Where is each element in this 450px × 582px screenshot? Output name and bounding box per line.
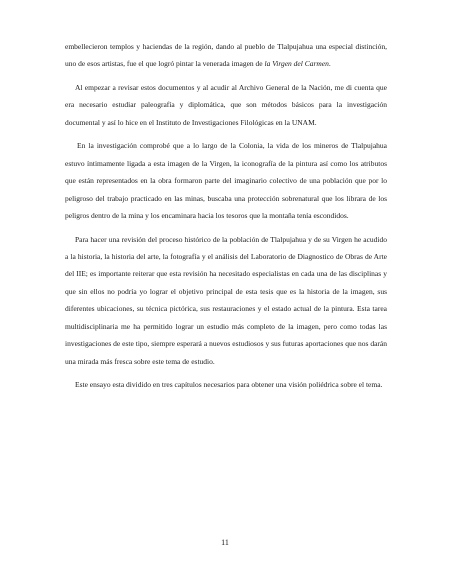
paragraph-1-text: embellecieron templos y haciendas de la región, dando al pueblo de Tlalpujahua una especial distinción, uno de esos artistas, fue el que logró pintar la venerada imagen de bbox=[65, 42, 387, 69]
page-number: 11 bbox=[221, 538, 229, 547]
paragraph-1 bbox=[65, 38, 387, 73]
paragraph-5: Este ensayo esta dividido en tres capítulos necesarios para obtener una visión poliédrica sobre el tema. bbox=[75, 380, 383, 390]
paragraph-1-italic-title: la Virgen del Carmen bbox=[264, 59, 329, 69]
paragraph-4: Para hacer una revisión del proceso histórico de la población de Tlalpujahua y de su Virgen he acudido a la historia, la historia del arte, la fotografía y el análisis del Laboratorio de Diagnostico de Obras de Arte del IIE; es importante reiterar que esta revisión ha necesitado especialistas en cada una de las disciplinas y que sin ellos no podría yo lograr el objetivo principal de esta tesis que es la historia de la imagen, sus diferentes ubicaciones, su técnica pictórica, sus restauraciones y el estado actual de la pintura. Esta tarea multidisciplinaria me ha permitido lograr un estudio más completo de la imagen, pero como todas las investigaciones de este tipo, siempre esperará a nuevos estudiosos y sus futuras aportaciones que nos darán una mirada más fresca sobre este tema de estudio. bbox=[65, 234, 387, 366]
paragraph-2: Al empezar a revisar estos documentos y al acudir al Archivo General de la Nación, me di cuenta que era necesario estudiar paleografía y diplomática, que son métodos básicos para la investigación documental y así lo hice en el Instituto de Investigaciones Filológicas en la UNAM. bbox=[65, 82, 387, 127]
body-text bbox=[65, 38, 387, 400]
paragraph-3: En la investigación comprobé que a lo largo de la Colonia, la vida de los mineros de Tlalpujahua estuvo íntimamente ligada a esta imagen de la Virgen, la iconografía de la pintura así como los atributos que están representados en la obra formaron parte del imaginario colectivo de una población que por lo peligroso del trabajo practicado en las minas, buscaba una protección sobrenatural que los librara de los peligros dentro de la mina y los encaminara hacia los tesoros que la montaña tenía escondidos. bbox=[65, 141, 387, 221]
paragraph-1-tail: . bbox=[328, 59, 331, 69]
